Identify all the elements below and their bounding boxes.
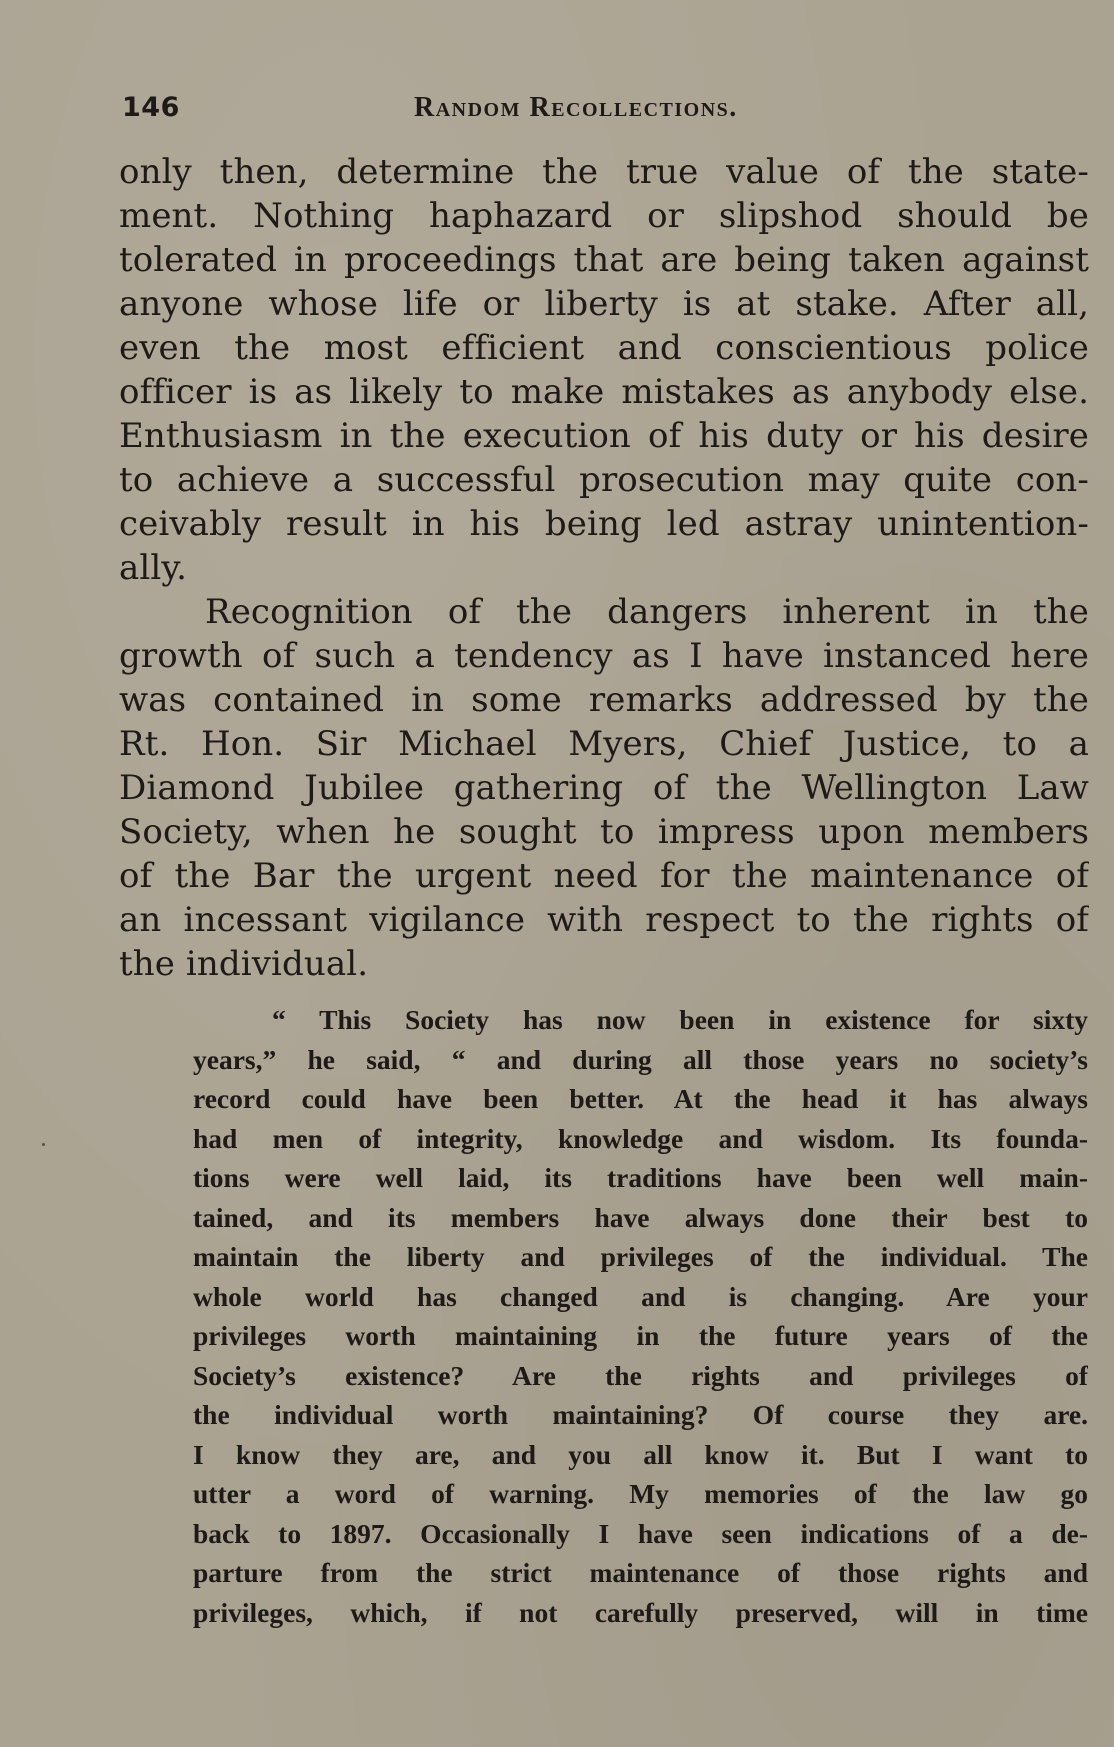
text-line: of the Bar the urgent need for the maintenance of xyxy=(119,856,1089,896)
page-number: 146 xyxy=(122,92,180,123)
text-line: the individual. xyxy=(119,944,369,984)
quote-line: back to 1897. Occasionally I have seen indications of a de- xyxy=(193,1517,1088,1549)
quote-line: whole world has changed and is changing. Are your xyxy=(193,1280,1088,1312)
quote-line: Society’s existence? Are the rights and privileges of xyxy=(193,1359,1088,1391)
text-line: Society, when he sought to impress upon members xyxy=(119,812,1089,852)
text-line: ally. xyxy=(119,548,188,588)
text-line: ment. Nothing haphazard or slipshod should be xyxy=(119,196,1089,236)
text-line: was contained in some remarks addressed by the xyxy=(119,680,1089,720)
quote-line: I know they are, and you all know it. But I want to xyxy=(193,1438,1088,1470)
text-line: Rt. Hon. Sir Michael Myers, Chief Justice, to a xyxy=(119,724,1089,764)
text-line: tolerated in proceedings that are being taken against xyxy=(119,240,1089,280)
quote-line: years,” he said, “ and during all those years no society’s xyxy=(193,1043,1088,1075)
quote-line: tained, and its members have always done their best to xyxy=(193,1201,1088,1233)
text-line: Diamond Jubilee gathering of the Wellington Law xyxy=(119,768,1089,808)
quote-line: privileges, which, if not carefully preserved, will in time xyxy=(193,1596,1088,1628)
quote-line: utter a word of warning. My memories of the law go xyxy=(193,1478,1088,1509)
body-text xyxy=(119,150,1089,986)
quote-line: “ This Society has now been in existence for sixty xyxy=(272,1004,1088,1035)
quote-line: record could have been better. At the head it has always xyxy=(193,1083,1088,1114)
quote-line: had men of integrity, knowledge and wisdom. Its founda- xyxy=(193,1122,1088,1154)
text-line: ceivably result in his being led astray unintention- xyxy=(119,504,1089,544)
text-line: officer is as likely to make mistakes as anybody else. xyxy=(119,372,1089,412)
text-line: an incessant vigilance with respect to the rights of xyxy=(119,900,1089,940)
text-line: even the most efficient and conscientious police xyxy=(119,328,1089,368)
quote-line: the individual worth maintaining? Of course they are. xyxy=(193,1399,1088,1430)
text-line: Recognition of the dangers inherent in the xyxy=(205,592,1089,632)
text-line: growth of such a tendency as I have instanced here xyxy=(119,636,1089,676)
quote-line: maintain the liberty and privileges of the individual. The xyxy=(193,1241,1088,1272)
text-line: to achieve a successful prosecution may quite con- xyxy=(119,460,1089,500)
text-line: anyone whose life or liberty is at stake. After all, xyxy=(119,284,1089,324)
paper-speck xyxy=(42,1143,45,1146)
running-title: Random Recollections. xyxy=(414,92,738,123)
text-line: only then, determine the true value of the state- xyxy=(119,152,1089,192)
block-quote xyxy=(193,1000,1088,1632)
text-line: Enthusiasm in the execution of his duty or his desire xyxy=(119,416,1089,456)
quote-line: tions were well laid, its traditions have been well main- xyxy=(193,1162,1088,1193)
quote-line: privileges worth maintaining in the future years of the xyxy=(193,1320,1088,1351)
quote-line: parture from the strict maintenance of those rights and xyxy=(193,1557,1088,1588)
running-head xyxy=(122,92,990,132)
